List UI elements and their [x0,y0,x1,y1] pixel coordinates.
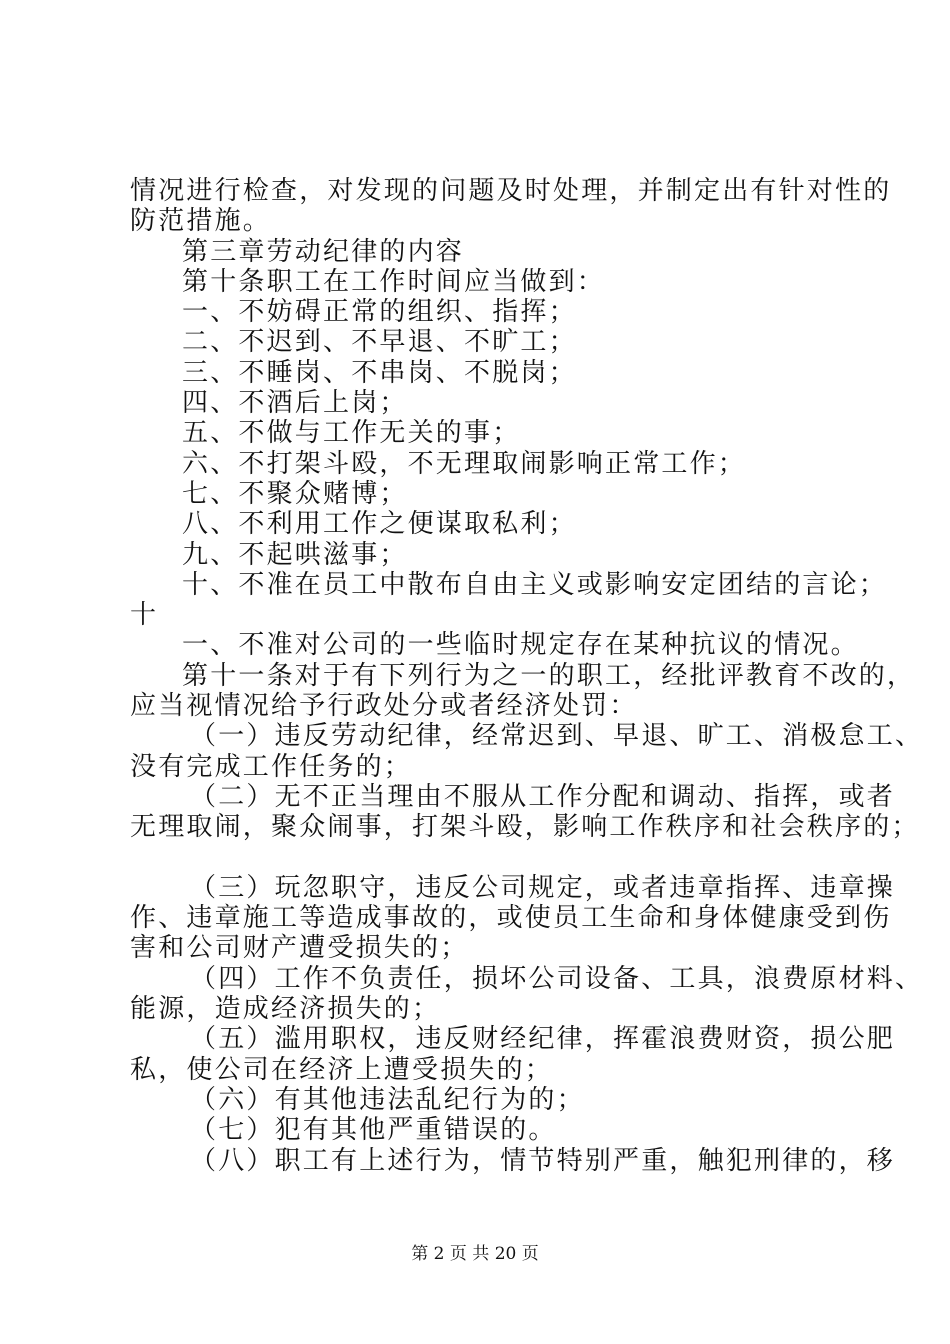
list-item: 十、不准在员工中散布自由主义或影响安定团结的言论； [182,569,888,600]
body-line: 私，使公司在经济上遭受损失的； [130,1054,554,1085]
clause-line: （三）玩忽职守，违反公司规定，或者违章指挥、违章操 [190,872,896,903]
document-body [130,176,924,1176]
body-line: 应当视情况给予行政处分或者经济处罚： [130,691,638,722]
body-line: 无理取闹，聚众闹事，打架斗殴，影响工作秩序和社会秩序的； [130,812,920,843]
clause-line: （二）无不正当理由不服从工作分配和调动、指挥，或者 [190,781,896,812]
body-line: 能源，造成经济损失的； [130,994,441,1025]
blank-line [130,843,830,873]
list-item: 二、不迟到、不早退、不旷工； [182,327,577,358]
body-line: 十 [130,600,159,631]
list-item: 五、不做与工作无关的事； [182,418,521,449]
clause-line: （八）职工有上述行为，情节特别严重，触犯刑律的，移 [190,1145,896,1176]
list-item: 八、不利用工作之便谋取私利； [182,509,577,540]
list-item: 一、不准对公司的一些临时规定存在某种抗议的情况。 [182,630,859,661]
list-item: 三、不睡岗、不串岗、不脱岗； [182,357,577,388]
clause-line: （七）犯有其他严重错误的。 [190,1115,557,1146]
body-line: 防范措施。 [130,206,272,237]
article-line: 第十一条对于有下列行为之一的职工，经批评教育不改的， [182,660,916,691]
list-item: 六、不打架斗殴，不无理取闹影响正常工作； [182,448,747,479]
clause-line: （六）有其他违法乱纪行为的； [190,1084,585,1115]
page-number-footer: 第 2 页 共 20 页 [411,1244,539,1264]
chapter-heading: 第三章劳动纪律的内容 [182,236,465,267]
clause-line: （四）工作不负责任，损坏公司设备、工具，浪费原材料、 [190,963,924,994]
body-line: 害和公司财产遭受损失的； [130,933,469,964]
article-line: 第十条职工在工作时间应当做到： [182,266,606,297]
clause-line: （一）违反劳动纪律，经常迟到、早退、旷工、消极怠工、 [190,721,924,752]
list-item: 一、不妨碍正常的组织、指挥； [182,297,577,328]
list-item: 四、不酒后上岗； [182,388,408,419]
list-item: 九、不起哄滋事； [182,539,408,570]
list-item: 七、不聚众赌博； [182,478,408,509]
body-line: 作、违章施工等造成事故的，或使员工生命和身体健康受到伤 [130,903,892,934]
body-line: 没有完成工作任务的； [130,751,413,782]
body-line: 情况进行检查，对发现的问题及时处理，并制定出有针对性的 [130,176,892,206]
clause-line: （五）滥用职权，违反财经纪律，挥霍浪费财资，损公肥 [190,1024,896,1055]
